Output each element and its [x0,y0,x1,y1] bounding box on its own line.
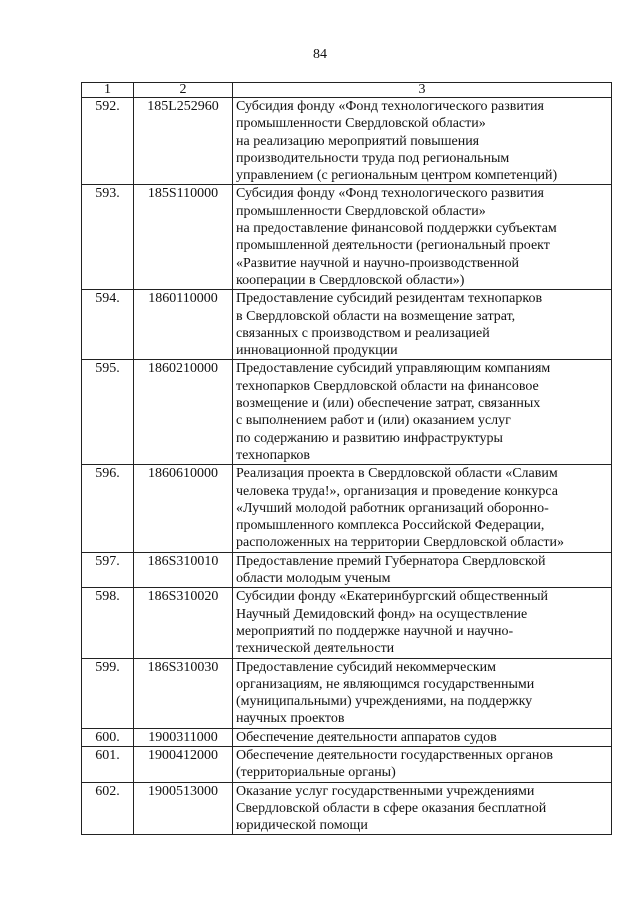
budget-code: 185S110000 [134,185,233,290]
description-line: кооперации в Свердловской области») [236,272,465,288]
header-col-2: 2 [134,83,233,98]
row-number: 600. [82,728,134,746]
description-line: возмещение и (или) обеспечение затрат, связанных [236,396,541,412]
table-row [82,360,612,465]
description-line: «Развитие научной и научно-производственной [236,255,519,271]
page-number: 84 [313,47,327,62]
description-line: управлением (с региональным центром компетенций) [236,168,558,184]
description-line: Предоставление премий Губернатора Свердловской [236,553,546,569]
table-row [82,465,612,552]
description-line: Субсидия фонду «Фонд технологического развития [236,186,544,202]
description-line: (муниципальными) учреждениями, на поддержку [236,694,533,710]
description-cell [233,588,612,658]
budget-table [81,82,612,835]
description-line: организациям, не являющимся государственными [236,676,535,692]
description-line: (территориальные органы) [236,765,396,781]
description-line: технопарков Свердловской области на финансовое [236,378,539,394]
description-line: промышленной деятельности (региональный проект [236,238,550,254]
description-line: технопарков [236,447,311,463]
description-cell [233,185,612,290]
description-line: Предоставление субсидий управляющим компаниям [236,361,551,377]
table-row [82,588,612,658]
table-row [82,746,612,782]
budget-code: 1860210000 [134,360,233,465]
row-number: 599. [82,658,134,728]
row-number: 593. [82,185,134,290]
row-number: 594. [82,290,134,360]
table-row [82,658,612,728]
description-line: области молодым ученым [236,571,391,587]
table-row [82,782,612,835]
description-line: с выполнением работ и (или) оказанием услуг [236,413,511,429]
description-line: Реализация проекта в Свердловской области «Славим [236,466,558,482]
description-line: на предоставление финансовой поддержки субъектам [236,221,557,237]
budget-code: 186S310030 [134,658,233,728]
description-line: Предоставление субсидий резидентам технопарков [236,291,543,307]
description-line: Свердловской области в сфере оказания бесплатной [236,800,547,816]
description-cell [233,552,612,588]
budget-code: 186S310020 [134,588,233,658]
row-number: 601. [82,746,134,782]
budget-code: 1860110000 [134,290,233,360]
description-line: «Лучший молодой работник организаций оборонно- [236,500,549,516]
table-row [82,728,612,746]
description-cell [233,98,612,185]
description-cell [233,465,612,552]
row-number: 602. [82,782,134,835]
description-line: инновационной продукции [236,343,398,359]
description-line: промышленности Свердловской области» [236,203,486,219]
description-cell [233,658,612,728]
budget-code: 1860610000 [134,465,233,552]
description-cell [233,782,612,835]
description-line: мероприятий по поддержке научной и научно- [236,623,514,639]
description-line: по содержанию и развитию инфраструктуры [236,430,503,446]
description-line: Обеспечение деятельности государственных органов [236,747,554,763]
row-number: 598. [82,588,134,658]
description-line: промышленного комплекса Российской Федерации, [236,518,545,534]
table-body [82,83,612,835]
description-cell [233,728,612,746]
description-line: человека труда!», организация и проведение конкурса [236,483,558,499]
description-cell [233,360,612,465]
description-cell [233,746,612,782]
description-line: производительности труда под региональным [236,150,510,166]
row-number: 592. [82,98,134,185]
description-line: связанных с производством и реализацией [236,325,490,341]
description-line: Субсидия фонду «Фонд технологического развития [236,99,544,114]
description-line: Субсидии фонду «Екатеринбургский общественный [236,589,548,605]
table-row [82,98,612,185]
budget-code: 185L252960 [134,98,233,185]
description-cell [233,290,612,360]
table-row [82,185,612,290]
description-line: на реализацию мероприятий повышения [236,133,480,149]
description-line: юридической помощи [236,818,368,834]
description-line: научных проектов [236,711,345,727]
table-header-row [82,83,612,98]
description-line: Оказание услуг государственными учреждениями [236,783,535,799]
row-number: 596. [82,465,134,552]
budget-code: 1900412000 [134,746,233,782]
budget-code: 186S310010 [134,552,233,588]
header-col-1: 1 [82,83,134,98]
description-line: Обеспечение деятельности аппаратов судов [236,729,497,745]
budget-code: 1900513000 [134,782,233,835]
header-col-3: 3 [233,83,612,98]
table-row [82,552,612,588]
description-line: в Свердловской области на возмещение затрат, [236,308,516,324]
row-number: 597. [82,552,134,588]
row-number: 595. [82,360,134,465]
description-line: Предоставление субсидий некоммерческим [236,659,497,675]
description-line: промышленности Свердловской области» [236,116,486,132]
table-row [82,290,612,360]
description-line: расположенных на территории Свердловской области» [236,535,565,551]
description-line: технической деятельности [236,641,395,657]
budget-code: 1900311000 [134,728,233,746]
description-line: Научный Демидовский фонд» на осуществление [236,606,528,622]
